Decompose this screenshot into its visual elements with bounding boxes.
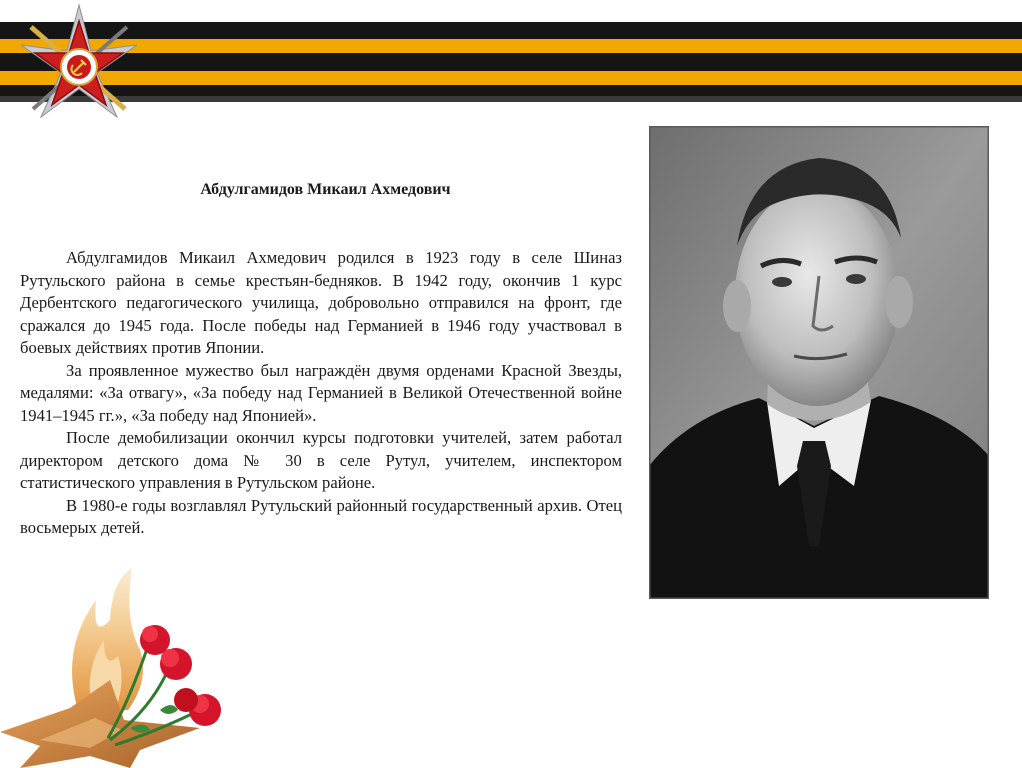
st-george-ribbon — [0, 22, 1022, 102]
biography-paragraph: После демобилизации окончил курсы подготовки учителей, затем работал директором детского дома № 30 в селе Рутул, учителем, инспектором статистического управления в Рутульском районе. — [20, 428, 622, 492]
biography-text — [20, 247, 622, 540]
biography-paragraph: В 1980-е годы возглавлял Рутульский районный государственный архив. Отец восьмерых детей. — [20, 495, 622, 537]
biography-paragraph: Абдулгамидов Микаил Ахмедович родился в 1923 году в селе Шиназ Рутульского района в семье крестьян-бедняков. В 1942 году, окончив 1 курс Дербентского педагогического училища, добровольно отправился на фронт, где сражался до 1945 года. После победы над Германией в 1946 году участвовал в боевых действиях против Японии. — [20, 248, 622, 357]
portrait-photo — [649, 126, 989, 599]
order-of-patriotic-war-icon — [14, 2, 144, 132]
eternal-flame-carnations-icon — [0, 560, 240, 768]
biography-paragraph: За проявленное мужество был награждён двумя орденами Красной Звезды, медалями: «За отвагу», «За победу над Германией в Великой Отечественной войне 1941–1945 гг.», «За победу над Японией». — [20, 360, 622, 425]
page-title: Абдулгамидов Микаил Ахмедович — [200, 181, 451, 198]
